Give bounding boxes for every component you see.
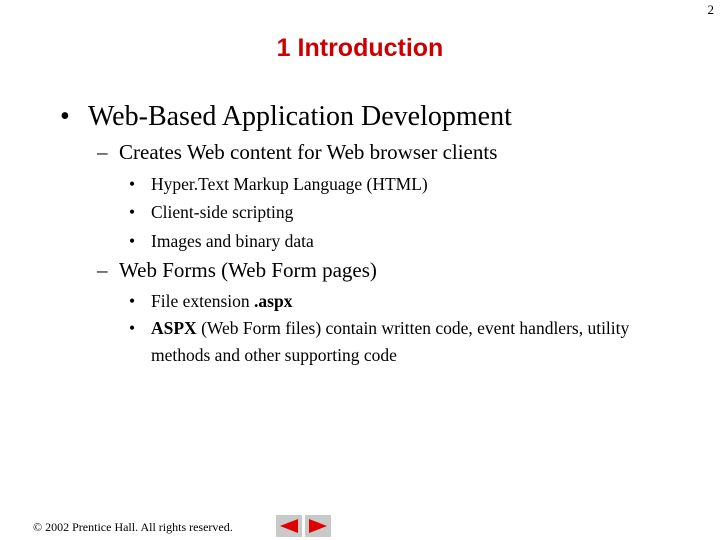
list-item [129,228,671,255]
list-item [129,199,671,226]
bullet-mark: • [129,231,136,251]
main-bullet-text: Web-Based Application Development [88,101,512,132]
bullet-mark: • [129,202,136,222]
dash-mark: – [97,258,108,282]
copyright-icon: © [33,520,43,534]
bullet-mark: • [60,101,70,132]
aspx-description: (Web Form files) contain written code, event handlers, utility methods and other supporting code [151,318,630,365]
slide-title: 1 Introduction [276,34,444,62]
bullet-mark: • [129,291,136,311]
list-item [129,288,671,315]
list-item-text: Client-side scripting [151,202,294,222]
sub-bullet-text: Creates Web content for Web browser clients [119,140,498,164]
sub-bullet-text: Web Forms (Web Form pages) [119,258,377,282]
previous-slide-arrow-icon [279,518,299,534]
list-item-text: Hyper.Text Markup Language (HTML) [151,174,428,194]
page-number: 2 [707,2,714,17]
copyright-text: 2002 Prentice Hall. All rights reserved. [42,520,233,534]
footer-copyright [33,520,233,535]
main-bullet [60,101,512,133]
file-extension-label: File extension [151,291,255,311]
list-item [129,315,671,369]
aspx-term: ASPX [151,318,197,338]
file-extension-value: .aspx [254,291,293,311]
list-item [129,171,671,198]
dash-mark: – [97,140,108,164]
bullet-mark: • [129,318,136,338]
list-item-text: Images and binary data [151,231,314,251]
previous-slide-button[interactable] [276,515,302,537]
next-slide-button[interactable] [305,515,331,537]
sub-bullet-web-forms [97,258,377,283]
sub-bullet-web-content [97,140,497,165]
bullet-mark: • [129,174,136,194]
list-item-text [151,288,671,315]
next-slide-arrow-icon [308,518,328,534]
list-item-text [151,315,671,369]
